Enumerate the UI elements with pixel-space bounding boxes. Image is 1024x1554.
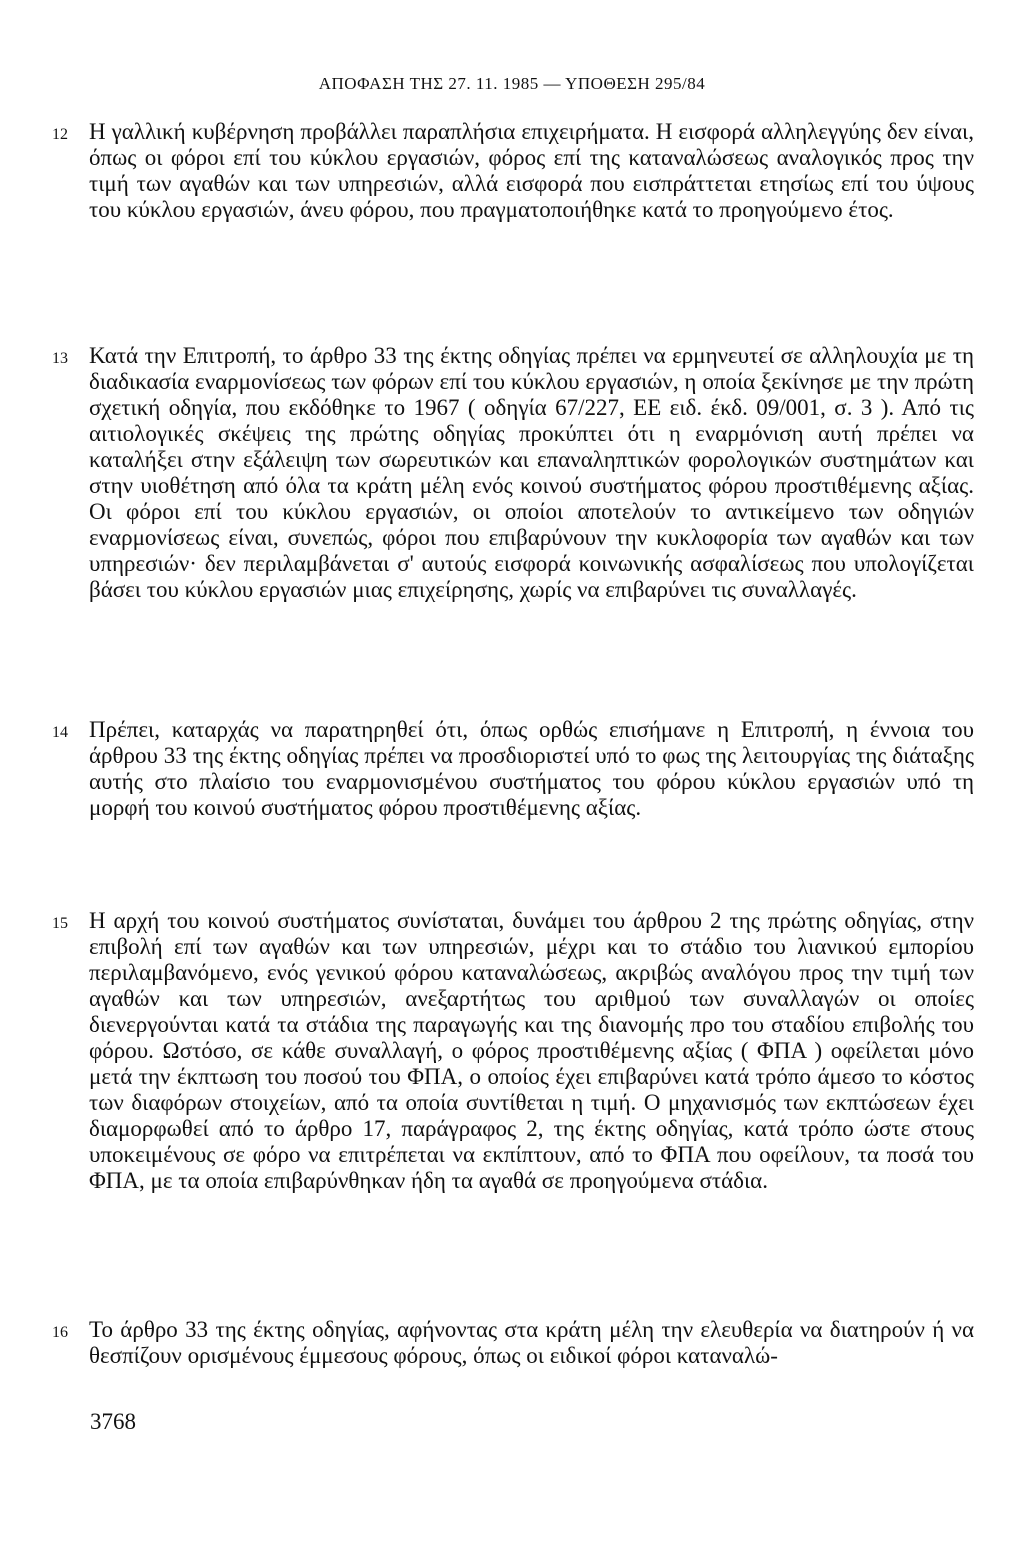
paragraph-number: 15 [52,915,68,932]
paragraph-number: 13 [52,350,68,367]
page-number: 3768 [90,1409,136,1434]
paragraph-text: Πρέπει, καταρχάς να παρατηρηθεί ότι, όπως ορθώς επισήμανε η Επιτροπή, η έννοια του άρθρου 33 της έκτης οδηγίας πρέπει να προσδιοριστεί υπό το φως της λειτουργίας της διάταξης αυτής στο πλαίσιο του εναρμονισμένου συστήματος του φόρου κύκλου εργασιών υπό τη μορφή του κοινού συστήματος φόρου προστιθέμενης αξίας. [89,717,974,820]
running-header: ΑΠΟΦΑΣΗ ΤΗΣ 27. 11. 1985 — ΥΠΟΘΕΣΗ 295/84 [318,74,706,93]
paragraph-number: 14 [52,724,68,741]
paragraph-text: Το άρθρο 33 της έκτης οδηγίας, αφήνοντας στα κράτη μέλη την ελευθερία να διατηρούν ή να θεσπίζουν ορισμένους έμμεσους φόρους, όπως οι ειδικοί φόροι καταναλώ- [89,1317,974,1368]
paragraph-text: Η αρχή του κοινού συστήματος συνίσταται, δυνάμει του άρθρου 2 της πρώτης οδηγίας, στην επιβολή επί των αγαθών και των υπηρεσιών, μέχρι και το στάδιο του λιανικού εμπορίου περιλαμβανόμενο, ενός γενικού φόρου καταναλώσεως, ακριβώς αναλόγου προς την τιμή των αγαθών και των υπηρεσιών, ανεξαρτήτως του αριθμού των συναλλαγών οι οποίες διενεργούνται κατά τα στάδια της παραγωγής και της διανομής προ του σταδίου επιβολής του φόρου. Ωστόσο, σε κάθε συναλλαγή, ο φόρος προστιθέμενης αξίας ( ΦΠΑ ) οφείλεται μόνο μετά την έκπτωση του ποσού του ΦΠΑ, ο οποίος έχει επιβαρύνει κατά τρόπο άμεσο το κόστος των διαφόρων στοιχείων, από τα οποία συντίθεται η τιμή. Ο μηχανισμός των εκπτώσεων έχει διαμορφωθεί από το άρθρο 17, παράγραφος 2, της έκτης οδηγίας, κατά τρόπο ώστε στους υποκειμένους σε φόρο να επιτρέπεται να εκπίπτουν, από το ΦΠΑ που οφείλουν, τα ποσά του ΦΠΑ, με τα οποία επιβαρύνθηκαν ήδη τα αγαθά σε προηγούμενα στάδια. [89,908,974,1193]
paragraph-number: 16 [52,1324,68,1341]
paragraph-text: Η γαλλική κυβέρνηση προβάλλει παραπλήσια επιχειρήματα. Η εισφορά αλληλεγγύης δεν είναι, όπως οι φόροι επί του κύκλου εργασιών, φόρος επί της καταναλώσεως αναλογικός προς την τιμή των αγαθών και των υπηρεσιών, αλλά εισφορά που εισπράττεται ετησίως επί του ύψους του κύκλου εργασιών, άνευ φόρου, που πραγματοποιήθηκε κατά το προηγούμενο έτος. [89,119,974,222]
paragraph-number: 12 [52,126,68,143]
paragraph-text: Κατά την Επιτροπή, το άρθρο 33 της έκτης οδηγίας πρέπει να ερμηνευτεί σε αλληλουχία με τη διαδικασία εναρμονίσεως των φόρων επί του κύκλου εργασιών, η οποία ξεκίνησε με την πρώτη σχετική οδηγία, που εκδόθηκε το 1967 ( οδηγία 67/227, ΕΕ ειδ. έκδ. 09/001, σ. 3 ). Από τις αιτιολογικές σκέψεις της πρώτης οδηγίας προκύπτει ότι η εναρμόνιση αυτή πρέπει να καταλήξει στην εξάλειψη των σωρευτικών και επαναληπτικών φορολογικών συστημάτων και στην υιοθέτηση από όλα τα κράτη μέλη ενός κοινού συστήματος φόρου προστιθέμενης αξίας. Οι φόροι επί του κύκλου εργασιών, οι οποίοι αποτελούν το αντικείμενο των οδηγιών εναρμονίσεως είναι, συνεπώς, φόροι που επιβαρύνουν την κυκλοφορία των αγαθών και των υπηρεσιών· δεν περιλαμβάνεται σ' αυτούς εισφορά κοινωνικής ασφαλίσεως που υπολογίζεται βάσει του κύκλου εργασιών μιας επιχείρησης, χωρίς να επιβαρύνει τις συναλλαγές. [89,343,974,602]
